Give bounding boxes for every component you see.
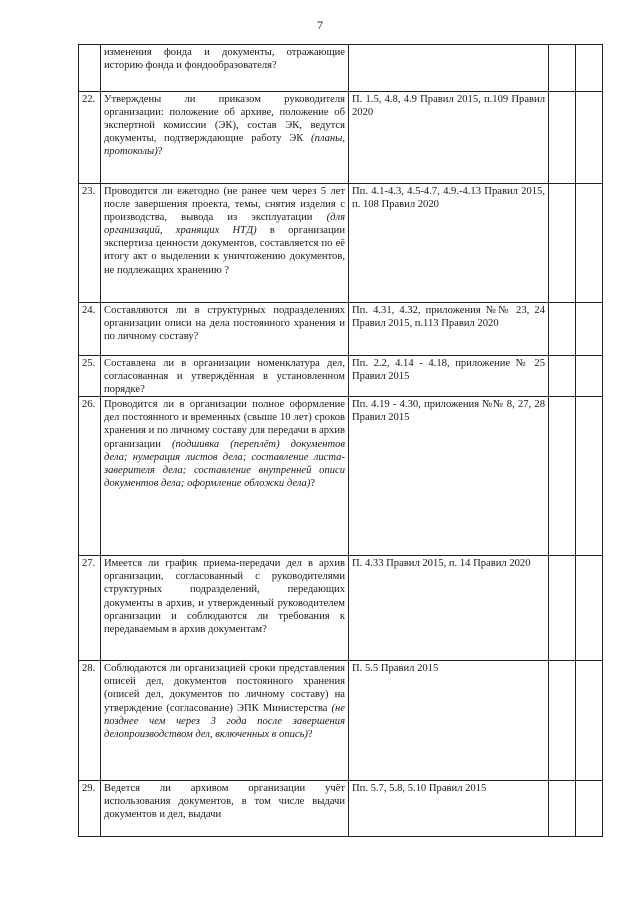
table-row bbox=[79, 661, 603, 781]
row-number: 25. bbox=[79, 356, 101, 397]
row-number: 23. bbox=[79, 184, 101, 303]
row-number: 29. bbox=[79, 781, 101, 837]
table-row bbox=[79, 356, 603, 397]
question-italic-note: (планы, протоколы) bbox=[104, 133, 345, 158]
reference-cell: П. 1.5, 4.8, 4.9 Правил 2015, п.109 Правил 2020 bbox=[349, 92, 549, 184]
reference-cell: Пп. 4.31, 4.32, приложения №№ 23, 24 Правил 2015, п.113 Правил 2020 bbox=[349, 303, 549, 356]
row-number: 22. bbox=[79, 92, 101, 184]
answer-cell-1 bbox=[549, 45, 576, 92]
answer-cell-1 bbox=[549, 92, 576, 184]
question-text: Имеется ли график приема-передачи дел в архив организации, согласованный с руководителями структурных подразделений, передающих документы в архив, и утвержденный руководителем организации и соблюдаются ли требования к передаваемым в архив документам? bbox=[104, 558, 345, 635]
question-cell bbox=[101, 184, 349, 303]
table-row bbox=[79, 92, 603, 184]
answer-cell-1 bbox=[549, 781, 576, 837]
question-cell bbox=[101, 661, 349, 781]
question-cell bbox=[101, 303, 349, 356]
question-italic-note: (подшивка (переплёт) документов дела; нумерация листов дела; составление листа-заверителя дела; составление внутренней описи документов дела; оформление обложки дела) bbox=[104, 438, 345, 489]
answer-cell-2 bbox=[576, 45, 603, 92]
question-text: Соблюдаются ли организацией сроки представления описей дел, документов постоянного хранения (описей дел, документов по личному составу) на утверждение (согласование) ЭПК Министерства bbox=[104, 663, 345, 714]
reference-cell: Пп. 4.1-4.3, 4.5-4.7, 4.9.-4.13 Правил 2015, п. 108 Правил 2020 bbox=[349, 184, 549, 303]
reference-cell: Пп. 2.2, 4.14 - 4.18, приложение № 25 Правил 2015 bbox=[349, 356, 549, 397]
question-text: изменения фонда и документы, отражающие историю фонда и фондообразователя? bbox=[104, 47, 345, 72]
answer-cell-1 bbox=[549, 184, 576, 303]
row-number bbox=[79, 45, 101, 92]
table-row bbox=[79, 303, 603, 356]
answer-cell-2 bbox=[576, 556, 603, 661]
question-italic-note: (для организаций, хранящих НТД) bbox=[104, 212, 345, 237]
question-text: Составляются ли в структурных подразделениях организации описи на дела постоянного хранения и по личному составу? bbox=[104, 305, 345, 343]
answer-cell-2 bbox=[576, 397, 603, 556]
question-text: Утверждены ли приказом руководителя организации: положение об архиве, положение об экспертной комиссии (ЭК), состав ЭК, ведутся документы, подтверждающие работу ЭК bbox=[104, 94, 345, 145]
checklist-rows bbox=[79, 45, 603, 837]
table-row bbox=[79, 397, 603, 556]
question-cell bbox=[101, 356, 349, 397]
answer-cell-1 bbox=[549, 303, 576, 356]
row-number: 28. bbox=[79, 661, 101, 781]
answer-cell-2 bbox=[576, 781, 603, 837]
reference-cell: Пп. 4.19 - 4.30, приложения №№ 8, 27, 28 Правил 2015 bbox=[349, 397, 549, 556]
question-text: Ведется ли архивом организации учёт использования документов, в том числе выдачи документов и дел, выдачи bbox=[104, 783, 345, 821]
question-cell bbox=[101, 556, 349, 661]
row-number: 24. bbox=[79, 303, 101, 356]
answer-cell-1 bbox=[549, 661, 576, 781]
table-row bbox=[79, 184, 603, 303]
table-row bbox=[79, 556, 603, 661]
question-text: Проводится ли ежегодно (не ранее чем через 5 лет после завершения проекта, темы, снятия изделия с производства, вывода из эксплуатации bbox=[104, 186, 345, 224]
reference-cell: П. 4.33 Правил 2015, п. 14 Правил 2020 bbox=[349, 556, 549, 661]
question-text: Составлена ли в организации номенклатура дел, согласованная и утверждённая в установленном порядке? bbox=[104, 358, 345, 396]
answer-cell-2 bbox=[576, 184, 603, 303]
question-text: Проводится ли в организации полное оформление дел постоянного и временных (свыше 10 лет) сроков хранения и по личному составу для передачи в архив организации bbox=[104, 399, 345, 450]
answer-cell-2 bbox=[576, 92, 603, 184]
question-cell bbox=[101, 92, 349, 184]
checklist-table bbox=[78, 44, 603, 837]
question-tail: ? bbox=[157, 146, 163, 158]
reference-cell: Пп. 5.7, 5.8, 5.10 Правил 2015 bbox=[349, 781, 549, 837]
answer-cell-1 bbox=[549, 356, 576, 397]
question-cell bbox=[101, 45, 349, 92]
table-row bbox=[79, 45, 603, 92]
question-italic-note: (не позднее чем через 3 года после завершения делопроизводством дел, включенных в опись) bbox=[104, 702, 345, 740]
answer-cell-2 bbox=[576, 661, 603, 781]
answer-cell-1 bbox=[549, 556, 576, 661]
row-number: 27. bbox=[79, 556, 101, 661]
question-tail: в организации экспертиза ценности документов, составляется по её итогу акт о выделении к уничтожению документов, не подлежащих хранению ? bbox=[104, 225, 345, 276]
row-number: 26. bbox=[79, 397, 101, 556]
page-number: 7 bbox=[317, 18, 323, 32]
question-cell bbox=[101, 397, 349, 556]
reference-cell bbox=[349, 45, 549, 92]
answer-cell-2 bbox=[576, 303, 603, 356]
answer-cell-2 bbox=[576, 356, 603, 397]
answer-cell-1 bbox=[549, 397, 576, 556]
question-tail: ? bbox=[307, 728, 313, 740]
question-tail: ? bbox=[310, 477, 316, 489]
table-row bbox=[79, 781, 603, 837]
reference-cell: П. 5.5 Правил 2015 bbox=[349, 661, 549, 781]
question-cell bbox=[101, 781, 349, 837]
